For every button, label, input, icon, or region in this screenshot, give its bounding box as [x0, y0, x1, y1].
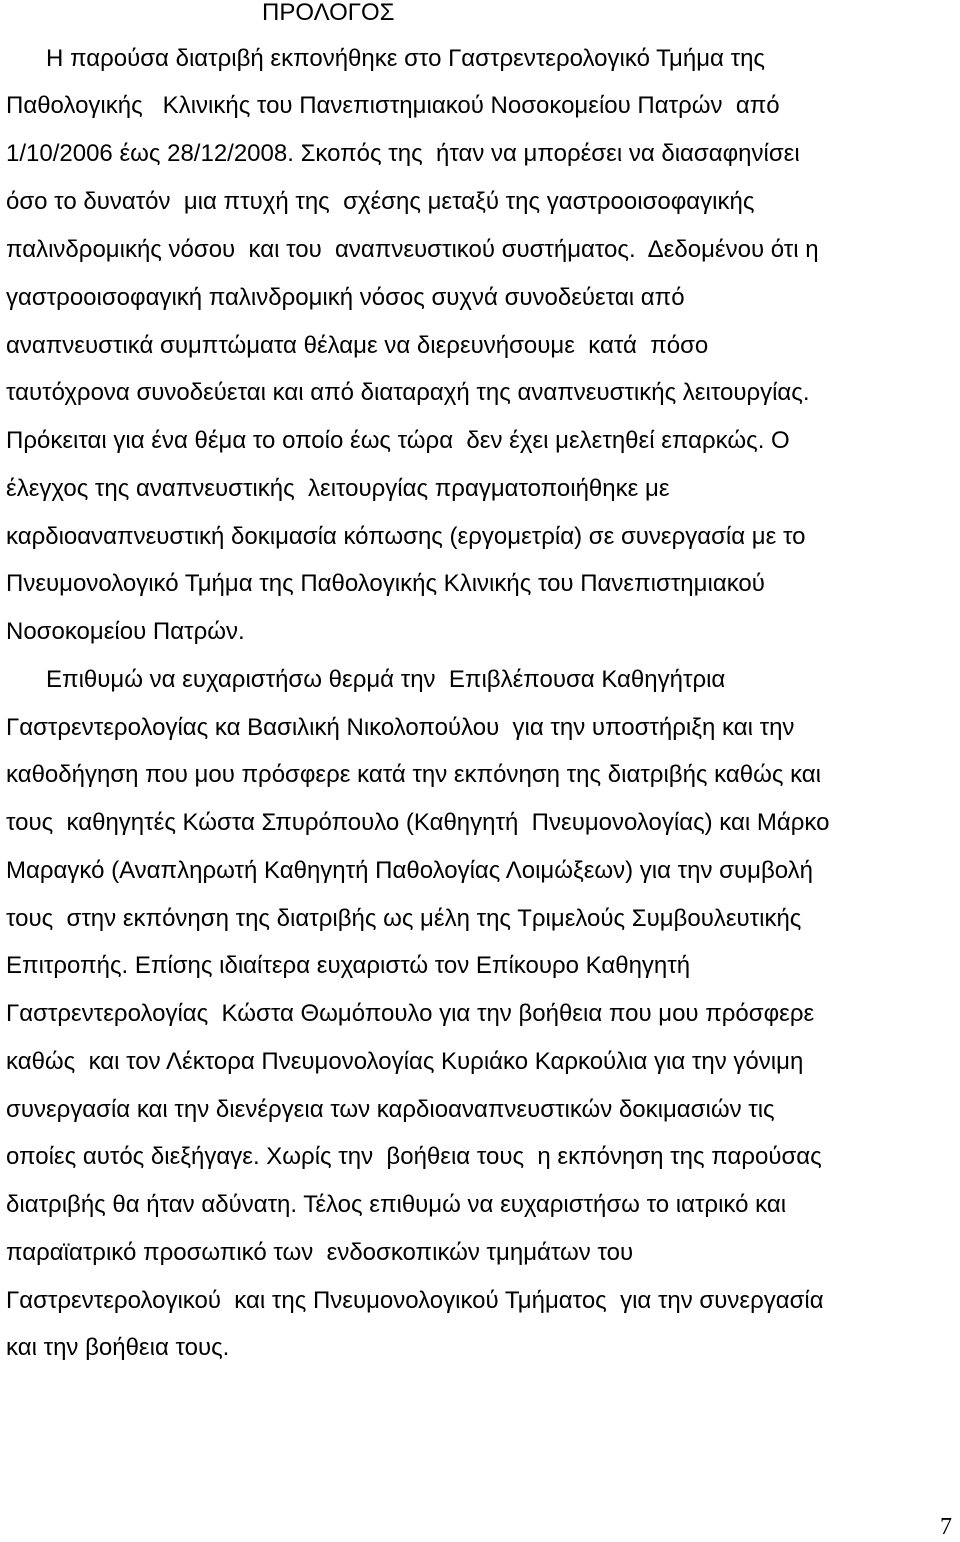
text-line: τους στην εκπόνηση της διατριβής ως μέλη της Τριμελούς Συμβουλευτικής [6, 905, 802, 932]
text-line: Η παρούσα διατριβή εκπονήθηκε στο Γαστρεντερολογικό Τμήμα της [6, 45, 765, 72]
text-line: έλεγχος της αναπνευστικής λειτουργίας πραγματοποιήθηκε με [6, 475, 670, 502]
page-number: 7 [940, 1514, 952, 1540]
text-line: Επιθυμώ να ευχαριστήσω θερμά την Επιβλέπουσα Καθηγήτρια [6, 666, 726, 693]
text-line: Πνευμονολογικό Τμήμα της Παθολογικής Κλινικής του Πανεπιστημιακού [6, 570, 765, 597]
text-line: γαστροοισοφαγική παλινδρομική νόσος συχνά συνοδεύεται από [6, 284, 685, 311]
text-line: Γαστρεντερολογίας Κώστα Θωμόπουλο για την βοήθεια που μου πρόσφερε [6, 1000, 815, 1027]
text-line: Πρόκειται για ένα θέμα το οποίο έως τώρα δεν έχει μελετηθεί επαρκώς. Ο [6, 427, 790, 454]
text-line: Επιτροπής. Επίσης ιδιαίτερα ευχαριστώ τον Επίκουρο Καθηγητή [6, 952, 691, 979]
text-line: Παθολογικής Κλινικής του Πανεπιστημιακού Νοσοκομείου Πατρών από [6, 92, 780, 119]
text-line: Μαραγκό (Αναπληρωτή Καθηγητή Παθολογίας Λοιμώξεων) για την συμβολή [6, 857, 813, 884]
text-line: καρδιοαναπνευστική δοκιμασία κόπωσης (εργομετρία) σε συνεργασία με το [6, 523, 806, 550]
page-title: ΠΡΟΛΟΓΟΣ [262, 0, 395, 26]
text-line: όσο το δυνατόν μια πτυχή της σχέσης μεταξύ της γαστροοισοφαγικής [6, 188, 755, 215]
text-line: τους καθηγητές Κώστα Σπυρόπουλο (Καθηγητή Πνευμονολογίας) και Μάρκο [6, 809, 830, 836]
text-line: παραϊατρικό προσωπικό των ενδοσκοπικών τμημάτων του [6, 1239, 634, 1266]
text-line: παλινδρομικής νόσου και του αναπνευστικού συστήματος. Δεδομένου ότι η [6, 236, 819, 263]
text-line: 1/10/2006 έως 28/12/2008. Σκοπός της ήταν να μπορέσει να διασαφηνίσει [6, 140, 800, 167]
text-line: Νοσοκομείου Πατρών. [6, 618, 245, 645]
text-line: και την βοήθεια τους. [6, 1334, 230, 1361]
text-line: ταυτόχρονα συνοδεύεται και από διαταραχή της αναπνευστικής λειτουργίας. [6, 379, 810, 406]
text-line: αναπνευστικά συμπτώματα θέλαμε να διερευνήσουμε κατά πόσο [6, 332, 709, 359]
text-line: Γαστρεντερολογίας κα Βασιλική Νικολοπούλου για την υποστήριξη και την [6, 714, 795, 741]
text-line: Γαστρεντερολογικού και της Πνευμονολογικού Τμήματος για την συνεργασία [6, 1287, 824, 1314]
text-line: καθοδήγηση που μου πρόσφερε κατά την εκπόνηση της διατριβής καθώς και [6, 761, 821, 788]
text-line: συνεργασία και την διενέργεια των καρδιοαναπνευστικών δοκιμασιών τις [6, 1096, 775, 1123]
text-line: καθώς και τον Λέκτορα Πνευμονολογίας Κυριάκο Καρκούλια για την γόνιμη [6, 1048, 804, 1075]
text-line: οποίες αυτός διεξήγαγε. Χωρίς την βοήθεια τους η εκπόνηση της παρούσας [6, 1143, 822, 1170]
text-line: διατριβής θα ήταν αδύνατη. Τέλος επιθυμώ να ευχαριστήσω το ιατρικό και [6, 1191, 787, 1218]
